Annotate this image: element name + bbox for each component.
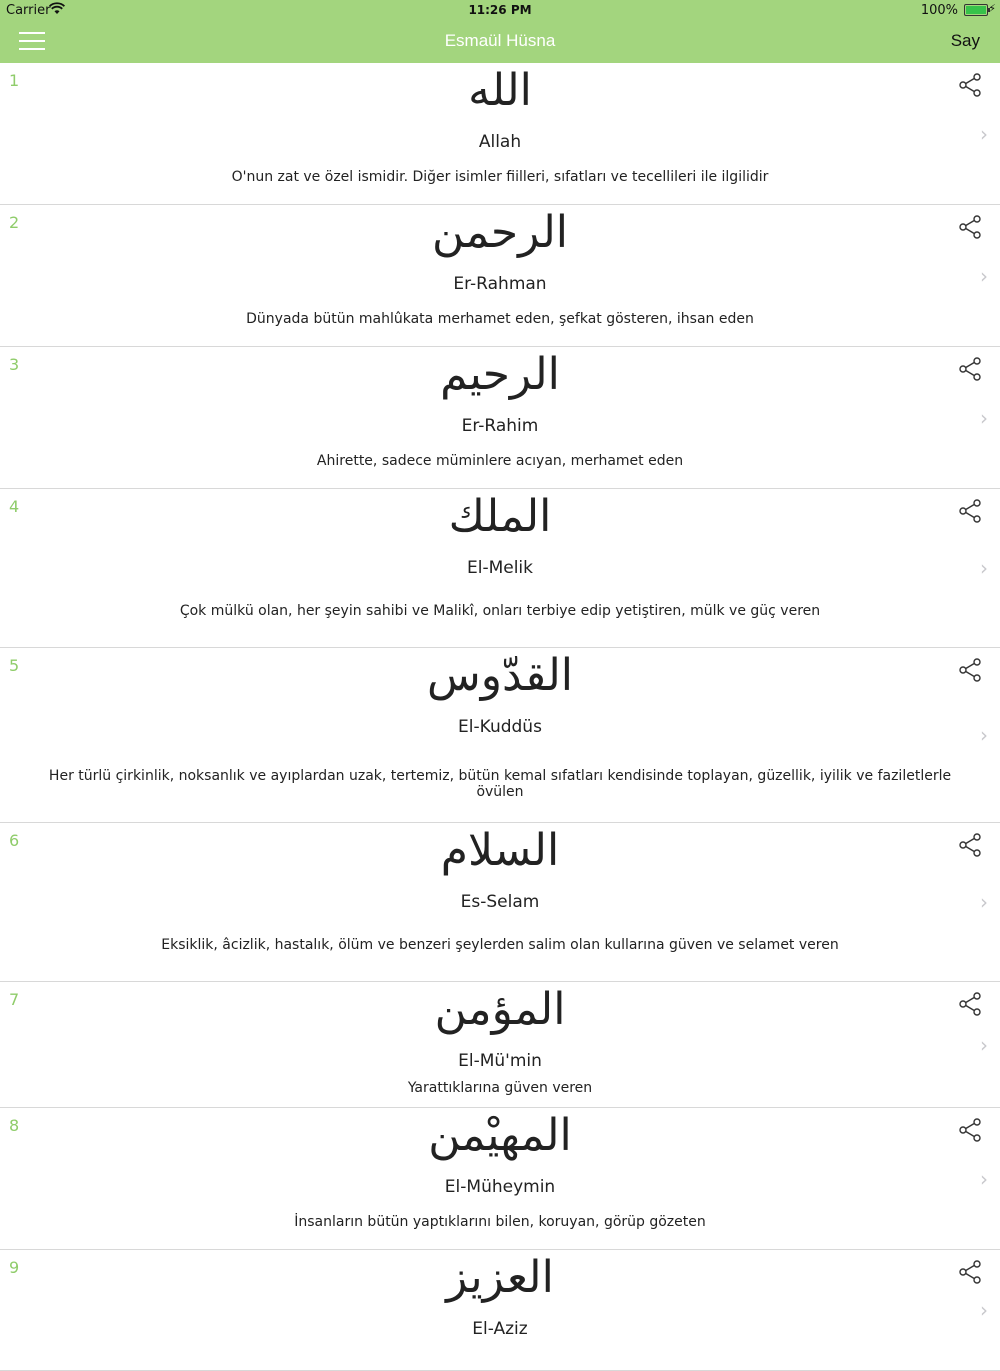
charging-icon: ⚡ xyxy=(988,2,996,15)
list-item[interactable] xyxy=(0,982,1000,1108)
item-number: 3 xyxy=(9,355,20,374)
list-item[interactable] xyxy=(0,63,1000,205)
latin-name: El-Aziz xyxy=(472,1319,528,1339)
latin-name: El-Mü'min xyxy=(458,1051,542,1071)
battery-icon xyxy=(964,4,988,16)
item-number: 7 xyxy=(9,990,20,1009)
latin-name: Es-Selam xyxy=(460,892,540,912)
battery-percent: 100% xyxy=(920,3,958,18)
name-description: O'nun zat ve özel ismidir. Diğer isimler fiilleri, sıfatları ve tecellileri ile ilgilidir xyxy=(231,169,769,185)
share-icon[interactable] xyxy=(958,499,982,523)
arabic-name: الملك xyxy=(448,491,552,542)
name-description: Eksiklik, âcizlik, hastalık, ölüm ve benzeri şeylerden salim olan kullarına güven ve selamet veren xyxy=(161,937,839,953)
latin-name: El-Müheymin xyxy=(444,1177,556,1197)
share-icon[interactable] xyxy=(958,215,982,239)
list-item[interactable] xyxy=(0,205,1000,347)
list-item[interactable] xyxy=(0,1108,1000,1250)
share-icon[interactable] xyxy=(958,357,982,381)
arabic-name: الله xyxy=(468,65,532,116)
clock: 11:26 PM xyxy=(468,3,532,17)
latin-name: Er-Rahman xyxy=(453,274,547,294)
arabic-name: المؤمن xyxy=(434,984,566,1035)
share-icon[interactable] xyxy=(958,658,982,682)
list-item[interactable] xyxy=(0,823,1000,982)
share-icon[interactable] xyxy=(958,992,982,1016)
name-description: İnsanların bütün yaptıklarını bilen, koruyan, görüp gözeten xyxy=(294,1214,706,1230)
name-description: Yarattıklarına güven veren xyxy=(407,1080,593,1096)
item-number: 8 xyxy=(9,1116,20,1135)
chevron-right-icon: › xyxy=(980,723,988,747)
item-number: 6 xyxy=(9,831,20,850)
chevron-right-icon: › xyxy=(980,890,988,914)
chevron-right-icon: › xyxy=(980,1167,988,1191)
status-bar xyxy=(0,0,1000,20)
name-description: Dünyada bütün mahlûkata merhamet eden, şefkat gösteren, ihsan eden xyxy=(246,311,754,327)
page-title: Esmaül Hüsna xyxy=(444,31,556,50)
chevron-right-icon: › xyxy=(980,406,988,430)
name-description: Ahirette, sadece müminlere acıyan, merhamet eden xyxy=(316,453,684,469)
item-number: 2 xyxy=(9,213,20,232)
name-description: Çok mülkü olan, her şeyin sahibi ve Malikî, onları terbiye edip yetiştiren, mülk ve güç veren xyxy=(179,603,821,619)
names-list xyxy=(0,63,1000,1371)
item-number: 5 xyxy=(9,656,20,675)
latin-name: El-Kuddüs xyxy=(458,717,542,737)
chevron-right-icon: › xyxy=(980,1033,988,1057)
chevron-right-icon: › xyxy=(980,1298,988,1322)
share-icon[interactable] xyxy=(958,833,982,857)
chevron-right-icon: › xyxy=(980,264,988,288)
share-icon[interactable] xyxy=(958,1260,982,1284)
item-number: 9 xyxy=(9,1258,20,1277)
latin-name: Allah xyxy=(478,132,522,152)
share-icon[interactable] xyxy=(958,73,982,97)
item-number: 1 xyxy=(9,71,20,90)
arabic-name: السلام xyxy=(440,825,560,876)
list-item[interactable] xyxy=(0,489,1000,648)
chevron-right-icon: › xyxy=(980,556,988,580)
carrier-label: Carrier xyxy=(6,3,51,18)
latin-name: Er-Rahim xyxy=(461,416,539,436)
latin-name: El-Melik xyxy=(466,558,534,578)
chevron-right-icon: › xyxy=(980,122,988,146)
say-button[interactable]: Say xyxy=(950,31,980,50)
list-item[interactable] xyxy=(0,1250,1000,1371)
share-icon[interactable] xyxy=(958,1118,982,1142)
navigation-bar xyxy=(0,20,1000,63)
arabic-name: القدّوس xyxy=(427,650,573,701)
item-number: 4 xyxy=(9,497,20,516)
arabic-name: الرحيم xyxy=(440,349,560,400)
arabic-name: الرحمن xyxy=(431,207,569,258)
arabic-name: المهيْمن xyxy=(428,1110,572,1161)
list-item[interactable] xyxy=(0,347,1000,489)
list-item[interactable] xyxy=(0,648,1000,823)
name-description: Her türlü çirkinlik, noksanlık ve ayıplardan uzak, tertemiz, bütün kemal sıfatları kendisinde toplayan, güzellik, iyilik ve faziletlerle övülen xyxy=(48,768,952,800)
arabic-name: العزيز xyxy=(446,1252,554,1303)
